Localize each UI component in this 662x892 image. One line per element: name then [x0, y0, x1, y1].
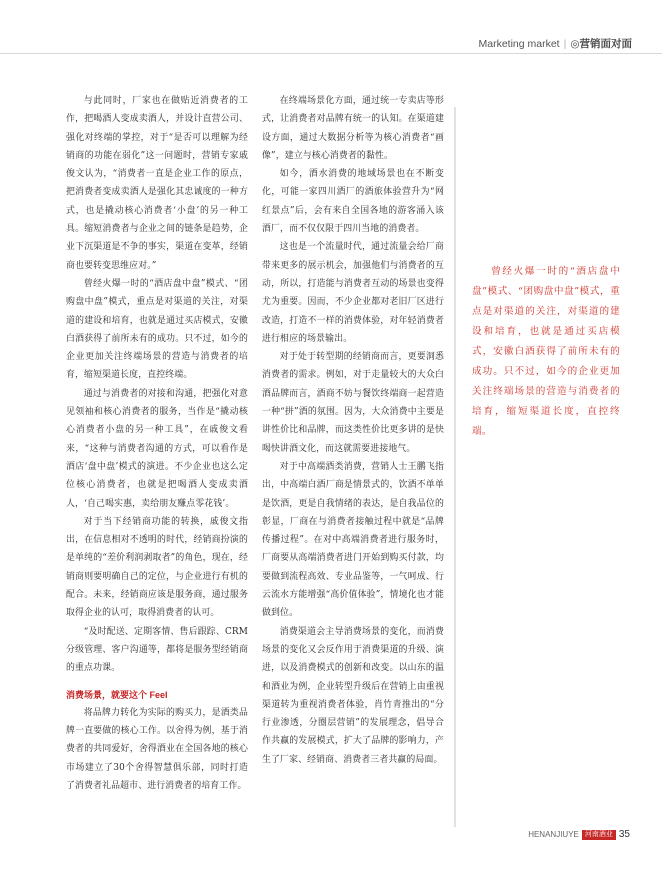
- paragraph: 对于当下经销商功能的转换，戚俊文指出，在信息相对不透明的时代，经销商扮演的是单纯的“差价利润剥取者”的角色，现在，经销商则要明确自己的定位，与企业进行有机的配合。未来，经销商应该是服务商，通过服务取得企业的认可，取得消费者的认可。: [66, 516, 248, 619]
- section-name: Marketing market: [478, 38, 560, 50]
- sidebar-divider: [454, 107, 456, 827]
- paragraph: 在终端场景化方面，通过统一专卖店等形式，让消费者对品牌有统一的认知。在渠道建设方面，通过大数据分析等为核心消费者“画像”，建立与核心消费者的黏性。: [262, 96, 444, 161]
- page-footer: [528, 829, 630, 840]
- paragraph: 对于处于转型期的经销商而言，更要洞悉消费者的需求。例如，对于走量较大的大众白酒品牌而言，酒商不妨与餐饮终端商一起营造一种“拼”酒的氛围。因为，大众消费中主要是讲性价比和品牌，而这类性价比更多讲的是快喝快讲酒文化，而这就需要进接地气。: [262, 352, 444, 454]
- magazine-logo: 河南酒业: [582, 830, 616, 840]
- header-rule: [0, 53, 662, 54]
- running-header: [478, 36, 632, 51]
- magazine-name: HENANJIUYE: [528, 830, 579, 839]
- paragraph: 将品牌力转化为实际的购买力，是酒类品牌一直要做的核心工作。以舍得为例，基于消费者的共同爱好，舍得酒业在全国各地的核心市场建立了30个舍得智慧俱乐部，同时打造了消费者礼品超市、进行消费者的培育工作。: [66, 707, 248, 791]
- paragraph: 曾经火爆一时的“酒店盘中盘”模式、“团购盘中盘”模式，重点是对渠道的关注，对渠道的建设和培育，也就是通过买店模式，安徽白酒获得了前所未有的成功。只不过，如今的企业更加关注终端场景的营造与消费者的培育，缩短渠道长度，直控终端。: [66, 278, 248, 381]
- pull-quote: 曾经火爆一时的“酒店盘中盘”模式、“团购盘中盘”模式，重点是对渠道的关注，对渠道的建设和培育，也就是通过买店模式，安徽白酒获得了前所未有的成功。只不过，如今的企业更加关注终端场景的营造与消费者的培育，缩短渠道长度，直控终端。: [472, 266, 620, 437]
- paragraph: 消费渠道会主导消费场景的变化，而消费场景的变化又会反作用于消费渠道的升级、演进，以及消费模式的创新和改变。以山东的温和酒业为例，企业转型升级后在营销上由重视渠道转为重视消费者体验，肖竹青推出的“分行业渗透，分圈层营销”的发展理念，倡导合作共赢的发展模式，扩大了品牌的影响力，产生了厂家、经销商、消费者三者共赢的局面。: [262, 626, 444, 765]
- header-separator: |: [563, 38, 567, 50]
- paragraph: 对于中高端酒类消费，营销人士王鹏飞指出，中高端白酒厂商是情景式的，饮酒不单单是饮酒，更是自我情绪的表达，是自我品位的彰显，厂商在与消费者接触过程中就是“品牌传播过程”。在对中高端消费者进行服务时，厂商要从高端消费者进门开始到购买付款，均要做到流程高效、专业品鉴等，一气呵成、行云流水方能增强“高价值体验”，情境化也才能做到位。: [262, 461, 444, 619]
- section-subheading: 消费场景，就要这个 Feel: [66, 689, 168, 700]
- paragraph: 这也是一个流量时代，通过流量会给厂商带来更多的展示机会，加强他们与消费者的互动，所以，打造能与消费者互动的场景也变得尤为重要。因而，不少企业都对老旧厂区进行改造，打造不一样的消费体验，对年轻消费者进行相应的场景输出。: [262, 242, 444, 344]
- paragraph: 如今，酒水消费的地域场景也在不断变化，可能一家四川酒厂的酒旅体验营升为“网红景点”后，会有来自全国各地的游客涌入该酒厂，而不仅仅限于四川当地的消费者。: [262, 169, 444, 235]
- text-column-middle: [262, 92, 444, 769]
- column-title: ◎营销面对面: [570, 38, 632, 50]
- paragraph: 通过与消费者的对接和沟通，把强化对意见领袖和核心消费者的服务，当作是“撬动核心消费者小盘的另一种工具”，在戚俊文看来，“这种与消费者沟通的方式，可以看作是酒店‘盘中盘’模式的演进。不少企业也这么定位核心消费者，也就是把喝酒人变成卖酒人，‘自己喝实惠，卖给朋友赚点零花钱’。: [66, 388, 248, 509]
- paragraph: “及时配送、定期客情、售后跟踪、CRM分级管理、客户沟通等，都将是服务型经销商的重点功课。: [66, 626, 248, 674]
- text-column-left: [66, 92, 248, 795]
- page-number: 35: [618, 829, 630, 840]
- paragraph: 与此同时，厂家也在做贴近消费者的工作，把喝酒人变成卖酒人，并设计直营公司、强化对终端的掌控，对于“是否可以理解为经销商的功能在弱化”这一问题时，营销专家戚俊文认为，“消费者一直是企业工作的原点，把消费者变成卖酒人是强化其忠诚度的一种方式，也是撬动核心消费者‘小盘’的另一种工具。缩短消费者与企业之间的链条是趋势，企业下沉渠道是不争的事实，渠道在变革，经销商也要转变思维应对。”: [66, 96, 248, 271]
